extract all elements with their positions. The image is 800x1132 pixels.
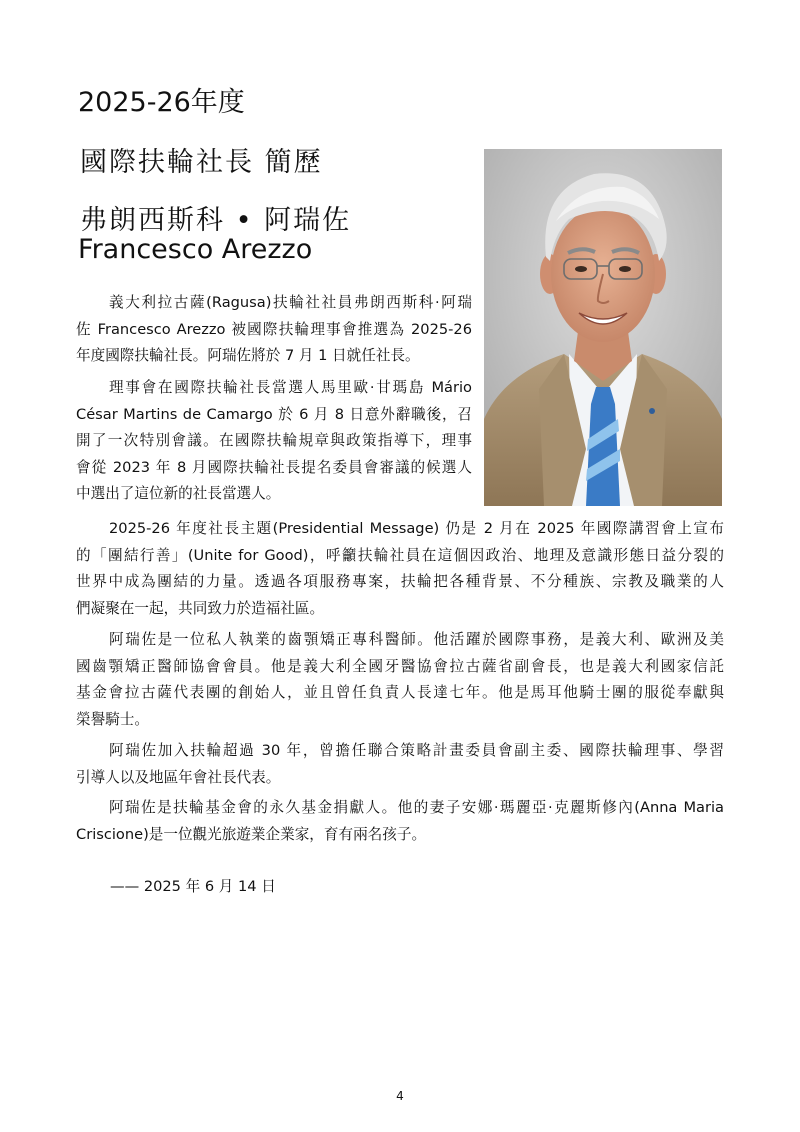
text-line: 榮譽騎士。 — [76, 710, 149, 728]
page-number: 4 — [396, 1089, 404, 1103]
paragraph-rotary-service — [76, 738, 724, 791]
text-line: 的「團結行善」(Unite for Good)，呼籲扶輪社員在這個因政治、地理及意識形態日益分裂的 — [76, 546, 724, 564]
text-line: 國齒顎矯正醫師協會會員。他是義大利全國牙醫協會拉古薩省副會長，也是義大利國家信託 — [76, 657, 724, 675]
text-line: 開了一次特別會議。在國際扶輪規章與政策指導下，理事 — [76, 432, 472, 449]
paragraph-introduction — [76, 290, 472, 370]
page-title: 國際扶輪社長 簡歷 — [80, 147, 323, 178]
text-line: 阿瑞佐加入扶輪超過 30 年，曾擔任聯合策略計畫委員會副主委、國際扶輪理事、學習 — [109, 742, 724, 759]
year-heading: 2025-26年度 — [78, 87, 245, 118]
text-line: 世界中成為團結的力量。透過各項服務專案，扶輪把各種背景、不分種族、宗教及職業的人 — [76, 573, 724, 590]
president-portrait-photo — [484, 149, 722, 506]
paragraph-career — [76, 627, 724, 733]
text-line: 中選出了這位新的社長當選人。 — [76, 485, 281, 502]
text-line: 阿瑞佐是扶輪基金會的永久基金捐獻人。他的妻子安娜·瑪麗亞·克麗斯修內(Anna Maria — [109, 799, 724, 816]
text-line: 理事會在國際扶輪社長當選人馬里歐·甘瑪島 Mário — [109, 379, 472, 396]
text-line: 阿瑞佐是一位私人執業的齒顎矯正專科醫師。他活躍於國際事務，是義大利、歐洲及美 — [109, 631, 724, 648]
paragraph-family — [76, 795, 724, 848]
text-line: 會從 2023 年 8 月國際扶輪社長提名委員會審議的候選人 — [76, 458, 472, 476]
president-name-chinese: 弗朗西斯科 • 阿瑞佐 — [80, 205, 352, 236]
president-name-english: Francesco Arezzo — [78, 234, 313, 265]
text-line: 2025-26 年度社長主題(Presidential Message) 仍是 2 月在 2025 年國際講習會上宣布 — [109, 520, 724, 537]
text-line: Criscione)是一位觀光旅遊業企業家，育有兩名孩子。 — [76, 825, 427, 843]
text-line: 年度國際扶輪社長。阿瑞佐將於 7 月 1 日就任社長。 — [76, 347, 420, 364]
text-line: 基金會拉古薩代表團的創始人，並且曾任負責人長達七年。他是馬耳他騎士團的服從奉獻與 — [76, 684, 724, 701]
paragraph-board-meeting — [76, 375, 472, 508]
paragraph-presidential-theme — [76, 516, 724, 622]
date-signature: —— 2025 年 6 月 14 日 — [110, 878, 276, 895]
text-line: 們凝聚在一起，共同致力於造福社區。 — [76, 599, 325, 617]
text-line: 佐 Francesco Arezzo 被國際扶輪理事會推選為 2025-26 — [76, 320, 472, 338]
text-line: 引導人以及地區年會社長代表。 — [76, 768, 281, 786]
text-line: César Martins de Camargo 於 6 月 8 日意外辭職後，召 — [76, 405, 472, 423]
text-line: 義大利拉古薩(Ragusa)扶輪社社員弗朗西斯科·阿瑞 — [109, 294, 472, 311]
